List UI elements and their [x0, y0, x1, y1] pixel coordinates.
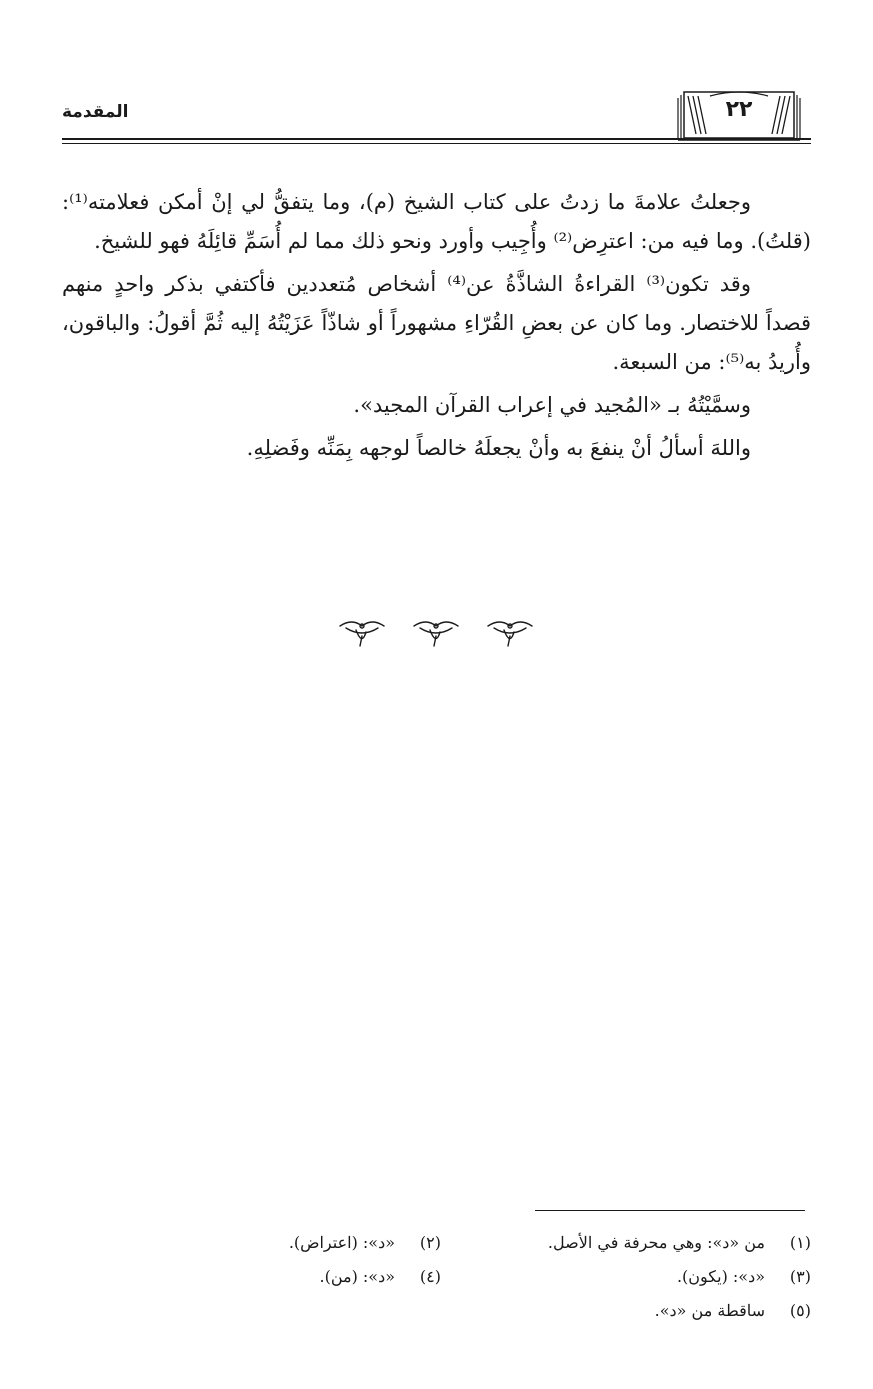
footnote-number: (٣)	[789, 1267, 811, 1286]
footnote-number: (٤)	[419, 1267, 441, 1286]
footnote-number: (٥)	[789, 1301, 811, 1320]
footnote-rule	[535, 1210, 805, 1211]
floral-ornament-icon	[330, 610, 542, 650]
paragraph: واللهَ أسألُ أنْ ينفعَ به وأنْ يجعلَهُ خالصاً لوجهه بِمَنِّه وفَضلِهِ.	[246, 436, 751, 460]
paragraph: وجعلتُ علامةَ ما زدتُ على كتاب الشيخ (م)، وما يتفقُّ لي إنْ أمكن فعلامته⁽¹⁾: (قلتُ). وما فيه من: اعترِض⁽²⁾ وأُجِيب وأورد ونحو ذلك مما لم أُسَمِّ قائِلَهُ فهو للشيخ.	[62, 190, 811, 253]
footnote-row	[62, 1226, 811, 1260]
footnote-text: ساقطة من «د».	[654, 1301, 765, 1320]
footnote-text: «د»: (اعتراض).	[288, 1233, 395, 1252]
footnote-row	[62, 1294, 811, 1328]
footnote-item	[441, 1260, 811, 1294]
footnote-text: «د»: (من).	[319, 1267, 395, 1286]
section-title: المقدمة	[62, 102, 129, 122]
footnote-item	[441, 1294, 811, 1328]
paragraph: وقد تكون⁽³⁾ القراءةُ الشاذَّةُ عن⁽⁴⁾ أشخاص مُتعددين فأكتفي بذكر واحدٍ منهم قصداً للاختصار. وما كان عن بعضِ القُرّاءِ مشهوراً أو شاذّاً عَزَيْتُهُ إليه ثُمَّ أقولُ: والباقون، وأُريدُ به⁽⁵⁾: من السبعة.	[62, 272, 811, 374]
footnote-text: من «د»: وهي محرفة في الأصل.	[547, 1233, 765, 1252]
footnote-text: «د»: (يكون).	[676, 1267, 765, 1286]
header-rule-thin	[62, 143, 811, 144]
footnote-number: (١)	[789, 1233, 811, 1252]
footnote-item	[71, 1226, 441, 1260]
body-text	[62, 183, 811, 472]
footnotes	[62, 1226, 811, 1328]
header-rule	[62, 138, 811, 140]
footnote-item	[441, 1226, 811, 1260]
footnote-number: (٢)	[419, 1233, 441, 1252]
footnote-item	[71, 1260, 441, 1294]
footnote-row	[62, 1260, 811, 1294]
page-header	[62, 86, 811, 152]
paragraph: وسمَّيْتُهُ بـ «المُجيد في إعراب القرآن المجيد».	[353, 393, 751, 417]
page-number: ٢٢	[725, 97, 753, 122]
